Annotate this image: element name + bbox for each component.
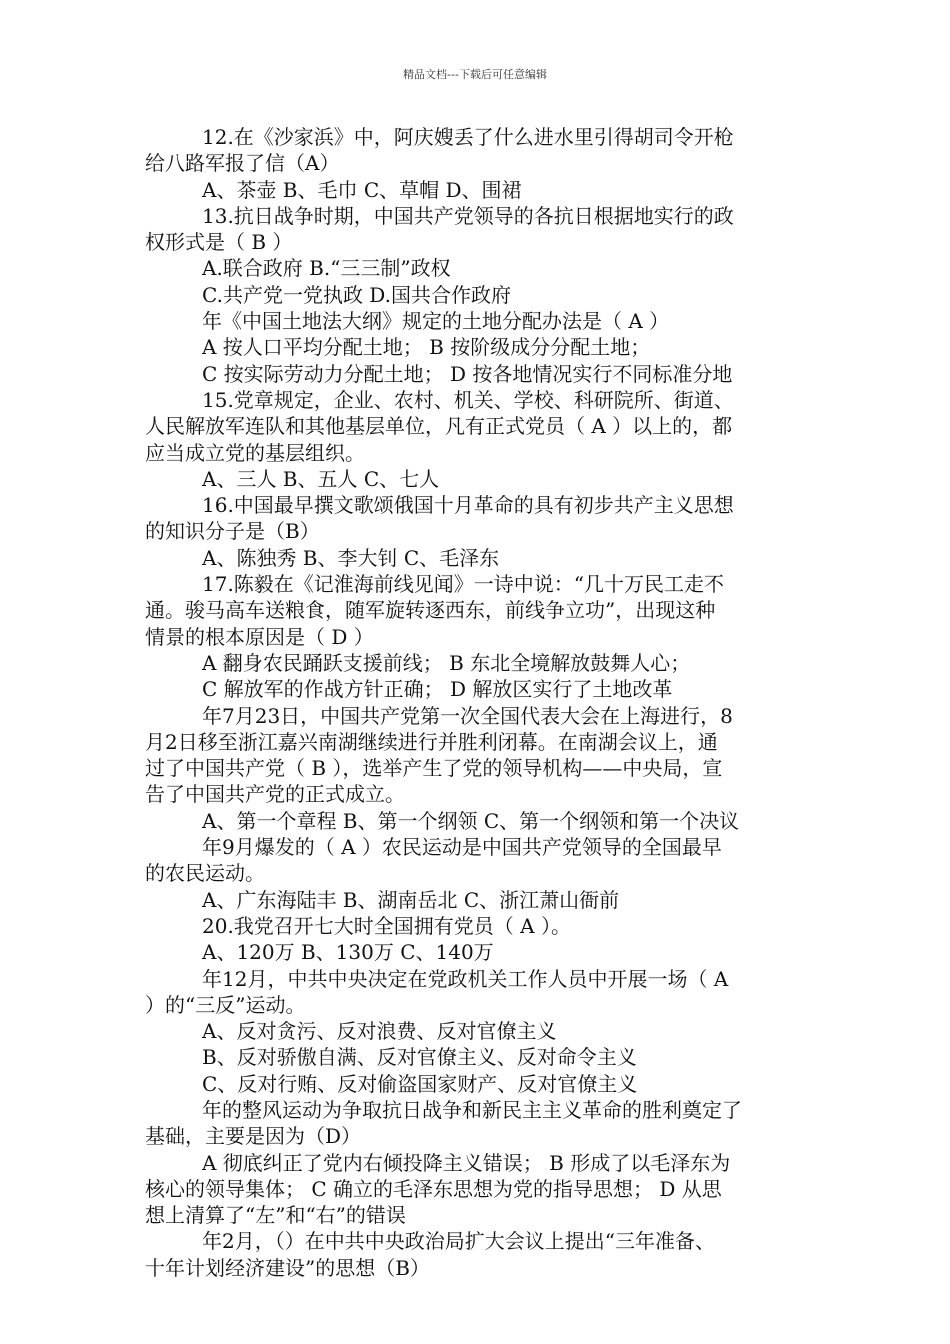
text-line: 的农民运动。 [145,861,265,886]
text-line: 权形式是（ B ） [145,230,293,255]
text-line: A、三人 B、五人 C、七人 [202,466,440,491]
text-line: 的知识分子是（B） [145,519,320,544]
text-line: 想上清算了“左”和“右”的错误 [145,1203,406,1228]
text-line: A 彻底纠正了党内右倾投降主义错误； B 形成了以毛泽东为 [202,1150,731,1175]
text-line: 15.党章规定，企业、农村、机关、学校、科研院所、街道、 [202,387,734,412]
text-line: 20.我党召开七大时全国拥有党员（ A ）。 [202,913,571,938]
text-line: A、茶壶 B、毛巾 C、草帽 D、围裙 [202,177,522,202]
text-line: 给八路军报了信（A） [145,151,340,176]
text-line: 月2日移至浙江嘉兴南湖继续进行并胜利闭幕。在南湖会议上，通 [145,729,718,754]
text-line: 13.抗日战争时期，中国共产党领导的各抗日根据地实行的政 [202,203,734,228]
text-line: 17.陈毅在《记淮海前线见闻》一诗中说：“几十万民工走不 [202,572,725,597]
text-line: 年9月爆发的（ A ）农民运动是中国共产党领导的全国最早 [202,835,722,860]
text-line: 年12月，中共中央决定在党政机关工作人员中开展一场（ A [202,966,729,991]
text-line: 十年计划经济建设”的思想（B） [145,1255,430,1280]
text-line: A、陈独秀 B、李大钊 C、毛泽东 [202,545,500,570]
page-header: 精品文档---下载后可任意编辑 [403,68,547,81]
text-line: 基础，主要是因为（D） [145,1124,362,1149]
text-line: 情景的根本原因是（ D ） [145,624,374,649]
text-line: 年的整风运动为争取抗日战争和新民主主义革命的胜利奠定了 [202,1097,742,1122]
text-line: 核心的领导集体； C 确立的毛泽东思想为党的指导思想； D 从思 [145,1176,722,1201]
text-line: 年2月，（）在中共中央政治局扩大会议上提出“三年准备、 [202,1229,715,1254]
text-line: 通。骏马高车送粮食，随军旋转逐西东，前线争立功”，出现这种 [145,598,716,623]
text-line: 应当成立党的基层组织。 [145,440,365,465]
text-line: 年7月23日，中国共产党第一次全国代表大会在上海进行，8 [202,703,733,728]
text-line: 告了中国共产党的正式成立。 [145,782,405,807]
text-line: B、反对骄傲自满、反对官僚主义、反对命令主义 [202,1045,637,1070]
text-line: A 按人口平均分配土地； B 按阶级成分分配土地； [202,335,651,360]
text-line: A、120万 B、130万 C、140万 [202,940,494,965]
text-line: A、反对贪污、反对浪费、反对官僚主义 [202,1019,557,1044]
text-line: 过了中国共产党（ B ），选举产生了党的领导机构——中央局，宣 [145,756,723,781]
text-line: A、第一个章程 B、第一个纲领 C、第一个纲领和第一个决议 [202,808,740,833]
text-line: C 解放军的作战方针正确； D 解放区实行了土地改革 [202,677,673,702]
text-line: 年《中国土地法大纲》规定的土地分配办法是（ A ） [202,309,670,334]
document-body [145,124,815,1281]
text-line: ）的“三反”运动。 [145,992,306,1017]
text-line: C 按实际劳动力分配土地； D 按各地情况实行不同标准分地 [202,361,733,386]
text-line: A、广东海陆丰 B、湖南岳北 C、浙江萧山衙前 [202,887,620,912]
text-line: C.共产党一党执政 D.国共合作政府 [202,282,511,307]
text-line: A.联合政府 B.“三三制”政权 [202,256,451,281]
text-line: 16.中国最早撰文歌颂俄国十月革命的具有初步共产主义思想 [202,493,734,518]
text-line: C、反对行贿、反对偷盗国家财产、反对官僚主义 [202,1071,638,1096]
text-line: A 翻身农民踊跃支援前线； B 东北全境解放鼓舞人心； [202,650,691,675]
text-line: 12.在《沙家浜》中，阿庆嫂丢了什么进水里引得胡司令开枪 [202,125,734,149]
text-line: 人民解放军连队和其他基层单位，凡有正式党员（ A ）以上的，都 [145,414,733,439]
